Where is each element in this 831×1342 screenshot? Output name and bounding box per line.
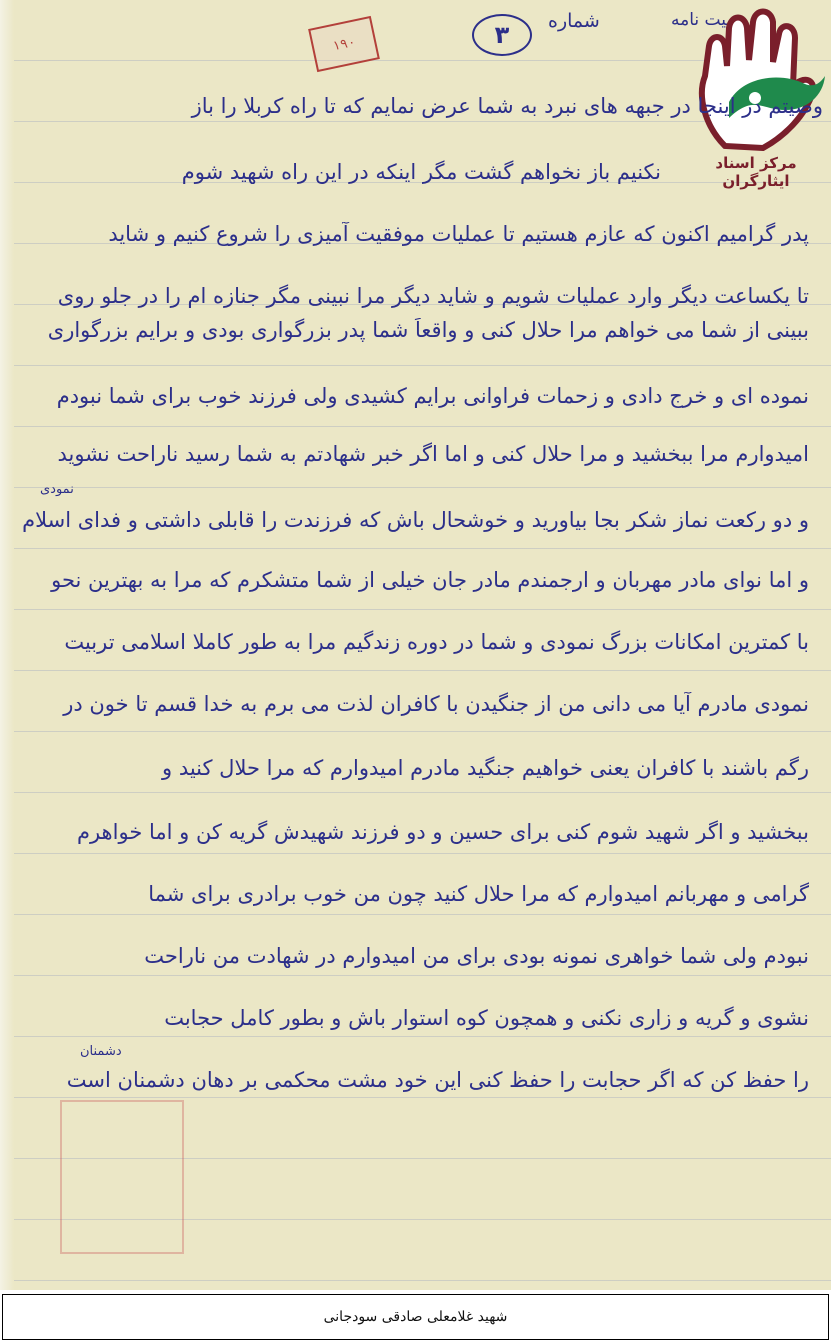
document-title-note: وصیت نامه [670, 10, 749, 30]
letter-line: تا یکساعت دیگر وارد عملیات شویم و شاید دیگر مرا نبینی مگر جنازه ام را در جلو روی [57, 284, 809, 308]
archive-stamp [308, 16, 380, 72]
letter-line: رگم باشند با کافران یعنی خواهیم جنگید مادرم امیدوارم که مرا حلال کنید و [162, 756, 809, 780]
letter-line: وصیتم در اینجا در جبهه های نبرد به شما عرض نمایم که تا راه کربلا را باز [191, 94, 823, 118]
letter-line: نکنیم باز نخواهم گشت مگر اینکه در این راه شهید شوم [181, 160, 661, 184]
letter-line: نمودی مادرم آیا می دانی من از جنگیدن با کافران لذت می برم به خدا قسم تا خون در [63, 692, 809, 716]
letter-line: امیدوارم مرا ببخشید و مرا حلال کنی و اما اگر خبر شهادتم به شما رسید ناراحت نشوید [57, 442, 809, 466]
number-label: شماره [548, 10, 600, 32]
archive-logo-caption: مرکز اسناد ایثارگران [715, 154, 797, 190]
margin-note: دشمنان [80, 1044, 122, 1059]
letter-line: پدر گرامیم اکنون که عازم هستیم تا عملیات موفقیت آمیزی را شروع کنیم و شاید [108, 222, 809, 246]
page-number: ۳ [494, 21, 510, 49]
archive-stamp-text: ۱۹۰ [330, 34, 358, 54]
martyr-name-caption: شهید غلامعلی صادقی سودجانی [323, 1309, 508, 1325]
faint-stamp-mark [60, 1100, 184, 1254]
margin-note: نمودی [40, 482, 74, 497]
page-number-circle [472, 14, 532, 56]
letter-line: نشوی و گریه و زاری نکنی و همچون کوه استوار باش و بطور کامل حجابت [164, 1006, 809, 1030]
letter-line: با کمترین امکانات بزرگ نمودی و شما در دوره زندگیم مرا به طور کاملا اسلامی تربیت [64, 630, 809, 654]
letter-line: و دو رکعت نماز شکر بجا بیاورید و خوشحال باش که فرزندت را قابلی داشتی و فدای اسلام [22, 508, 809, 532]
letter-line: نموده ای و خرج دادی و زحمات فراوانی برایم کشیدی ولی فرزند خوب برای شما نبودم [56, 384, 809, 408]
letter-line: ببخشید و اگر شهید شوم کنی برای حسین و دو فرزند شهیدش گریه کن و اما خواهرم [76, 820, 809, 844]
letter-line: گرامی و مهربانم امیدوارم که مرا حلال کنید چون من خوب برادری برای شما [148, 882, 809, 906]
letter-line: نبودم ولی شما خواهری نمونه بودی برای من امیدوارم در شهادت من ناراحت [144, 944, 809, 968]
letter-line: را حفظ کن که اگر حجابت را حفظ کنی این خود مشت محکمی بر دهان دشمنان است [66, 1068, 809, 1092]
caption-box [2, 1294, 829, 1340]
letter-line: و اما نوای مادر مهربان و ارجمندم مادر جان خیلی از شما متشکرم که مرا به بهترین نحو [51, 568, 809, 592]
hand-outline [702, 12, 813, 149]
letter-line: ببینی از شما می خواهم مرا حلال کنی و واقعاً شما پدر بزرگواری بودی و برایم بزرگواری [47, 318, 809, 342]
